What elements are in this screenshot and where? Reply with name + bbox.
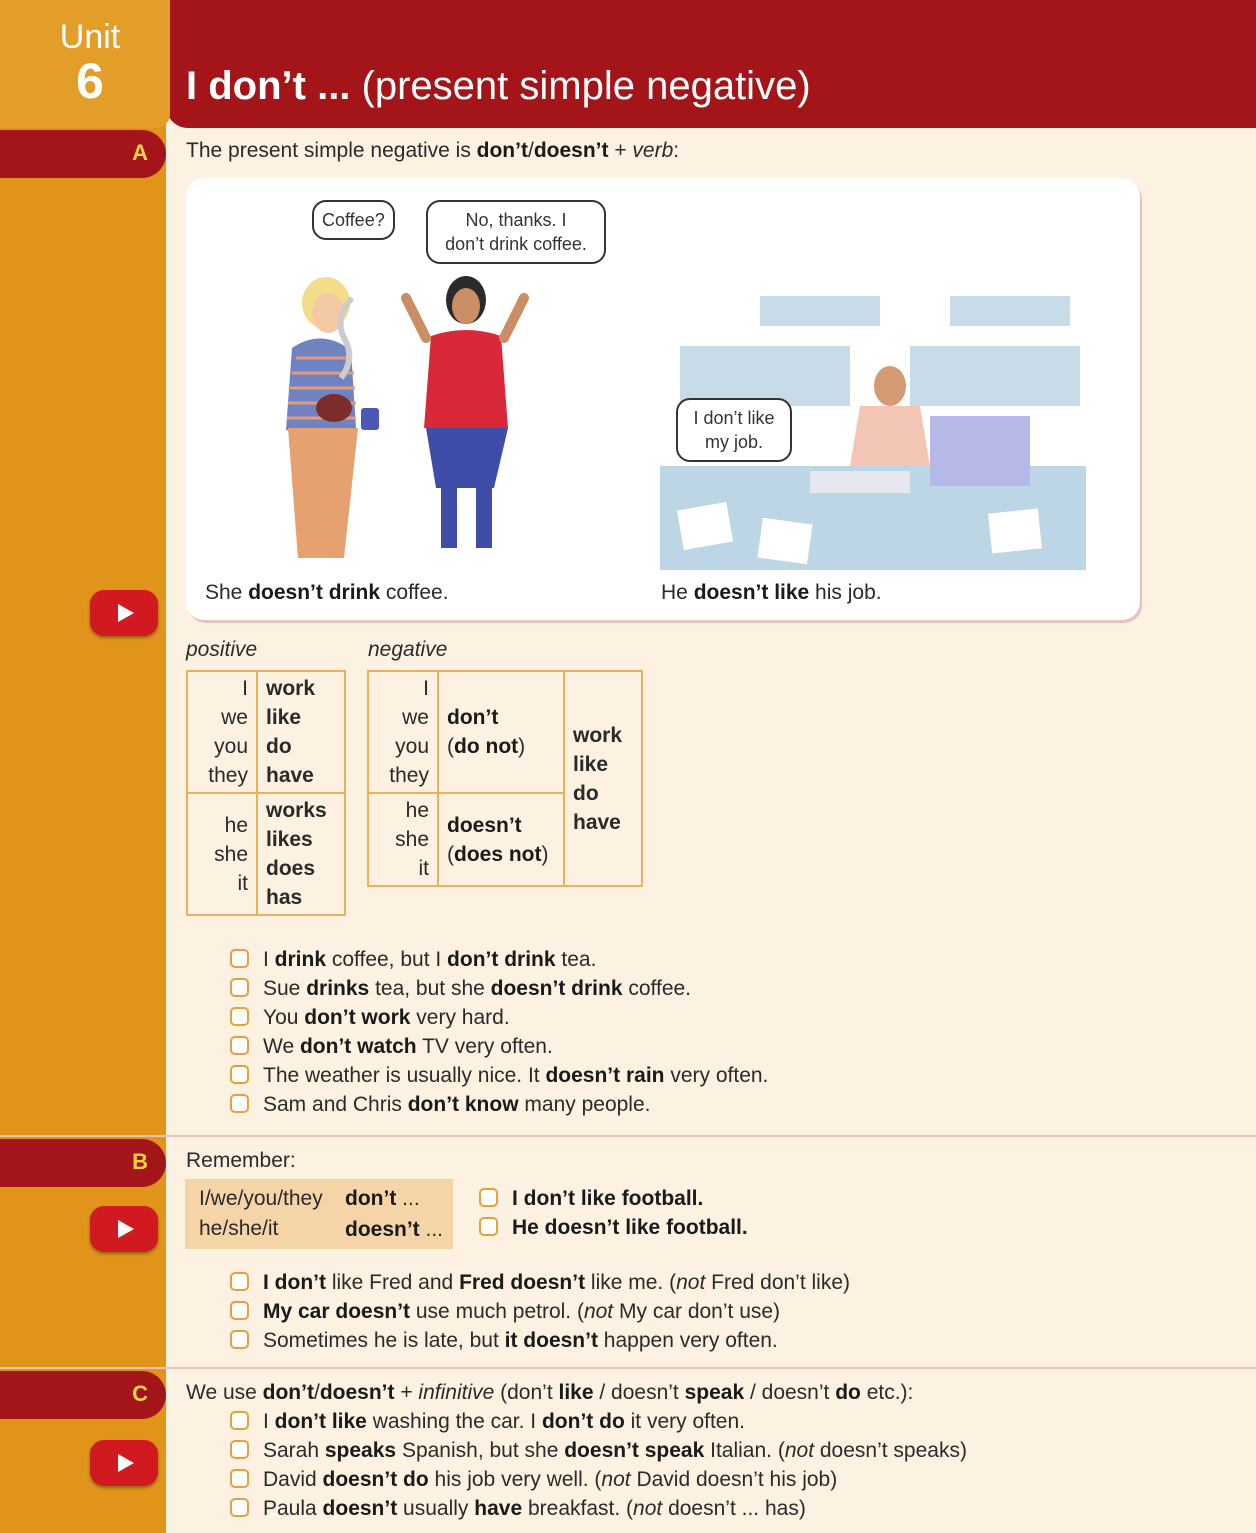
plain-text: Spanish, but she — [396, 1439, 565, 1462]
plain-text: Sarah — [263, 1439, 325, 1462]
plain-text: like Fred and — [325, 1271, 460, 1294]
bold-text: don’t drink — [447, 948, 556, 971]
intro-bold: doesn’t — [533, 139, 609, 162]
negative-table — [367, 670, 643, 887]
plain-text: + — [394, 1381, 419, 1404]
pronoun: it — [418, 857, 429, 880]
example-line — [230, 1035, 768, 1064]
plain-text: happen very often. — [597, 1329, 778, 1352]
example-line — [230, 977, 768, 1006]
example-line — [479, 1187, 748, 1216]
man-shirt — [850, 406, 930, 466]
mug — [361, 408, 379, 430]
verb: work — [573, 723, 623, 747]
section-tab-b — [0, 1139, 166, 1187]
remember-box — [185, 1179, 453, 1249]
italic-text: not — [601, 1468, 631, 1491]
bold-text: I don’t — [512, 1187, 575, 1210]
intro-text: / — [527, 139, 534, 162]
pronoun-cell — [187, 671, 257, 793]
dots: ... — [396, 1187, 420, 1210]
plain-text: / doesn’t — [593, 1381, 685, 1404]
blue-skirt — [426, 428, 508, 488]
plain-text: Sometimes he is late, but — [263, 1329, 505, 1352]
pronoun: you — [395, 735, 429, 758]
plain-text: Sue — [263, 977, 307, 1000]
verb: works — [266, 799, 327, 822]
plain-text: it very often. — [624, 1410, 745, 1433]
bold-text: doesn’t do — [322, 1468, 429, 1491]
checkbox-icon[interactable] — [230, 1498, 249, 1517]
caption-text: He — [661, 581, 694, 604]
bold-text: drinks — [306, 977, 370, 1000]
bold-text: don’t — [262, 1381, 314, 1404]
section-divider — [0, 1135, 1256, 1137]
aux-full: does not — [454, 842, 542, 866]
pronoun: you — [214, 735, 248, 758]
verb: like — [573, 752, 609, 776]
verb: like — [266, 706, 302, 729]
video-play-button-c[interactable] — [90, 1440, 158, 1486]
bubble-line: my job. — [704, 432, 764, 452]
plain-text: David doesn’t his job) — [630, 1468, 838, 1491]
bold-text: it doesn’t — [504, 1329, 598, 1352]
skirt — [288, 428, 358, 558]
section-a-examples — [230, 948, 768, 1122]
pronoun: she — [395, 828, 429, 851]
example-line — [479, 1216, 748, 1245]
plain-text: Sam and Chris — [263, 1093, 408, 1116]
bold-text: drink — [274, 948, 327, 971]
plain-text: My car don’t use) — [613, 1300, 781, 1323]
bold-text: don’t like — [274, 1410, 367, 1433]
bold-text: don’t watch — [299, 1035, 417, 1058]
checkbox-icon[interactable] — [230, 1330, 249, 1349]
plain-text: many people. — [518, 1093, 651, 1116]
checkbox-icon[interactable] — [230, 949, 249, 968]
caption-bold: doesn’t like — [693, 581, 810, 604]
checkbox-icon[interactable] — [230, 1272, 249, 1291]
pronoun: we — [402, 706, 429, 729]
man-head — [874, 366, 906, 406]
example-line — [230, 1329, 850, 1358]
remember-subject: I/we/you/they — [199, 1187, 323, 1210]
verb: likes — [266, 828, 313, 851]
italic-text: not — [676, 1271, 706, 1294]
aux-cell — [438, 671, 564, 793]
caption-text: She — [205, 581, 249, 604]
example-line — [230, 1064, 768, 1093]
italic-text: not — [633, 1497, 663, 1520]
remember-aux — [345, 1218, 443, 1242]
aux-short: don’t — [447, 706, 499, 729]
pronoun-cell — [368, 671, 438, 793]
unit-number: 6 — [76, 53, 104, 109]
section-b-intro: Remember: — [186, 1149, 296, 1172]
plain-text: We use — [186, 1381, 263, 1404]
intro-italic: verb — [632, 139, 674, 162]
section-letter-b: B — [132, 1149, 148, 1174]
bold-text: have — [474, 1497, 523, 1520]
checkbox-icon[interactable] — [230, 1094, 249, 1113]
verb: do — [573, 781, 599, 805]
intro-text: : — [673, 139, 680, 162]
caption-right — [661, 581, 882, 605]
paren: ) — [541, 842, 549, 866]
section-tab-a — [0, 130, 166, 178]
section-letter-c: C — [132, 1381, 148, 1406]
plain-text: coffee, but I — [326, 948, 448, 971]
bold-text: doesn’t speak — [564, 1439, 705, 1462]
bold-text: doesn’t drink — [490, 977, 623, 1000]
section-c-examples — [230, 1410, 967, 1526]
plain-text: You — [263, 1006, 305, 1029]
desk — [680, 346, 850, 406]
remember-subject: he/she/it — [199, 1217, 279, 1240]
aux-full: do not — [454, 735, 519, 758]
section-c-intro — [186, 1381, 913, 1410]
aux-short: doesn’t — [447, 813, 522, 837]
italic-text: not — [784, 1439, 815, 1462]
leg — [441, 488, 457, 548]
plain-text: very often. — [664, 1064, 769, 1087]
unit-label: Unit — [59, 18, 121, 56]
plain-text: doesn’t ... has) — [662, 1497, 806, 1520]
bold-text: don’t work — [304, 1006, 411, 1029]
plain-text: doesn’t speaks) — [814, 1439, 967, 1462]
pronoun: we — [221, 706, 248, 729]
verb: have — [573, 810, 621, 834]
plain-text: his job very well. ( — [428, 1468, 602, 1491]
paren: ( — [447, 842, 454, 866]
bold-text: doesn’t rain — [545, 1064, 665, 1087]
desk — [910, 346, 1080, 406]
plain-text: etc.): — [860, 1381, 914, 1404]
remember-aux — [345, 1187, 420, 1211]
bold-text: do — [835, 1381, 861, 1404]
bold-text: don’t know — [407, 1093, 519, 1116]
bold-text: I don’t — [263, 1271, 326, 1294]
section-divider — [0, 1367, 1256, 1369]
pronoun: he — [405, 799, 429, 822]
sidebar — [0, 0, 166, 1533]
paper — [677, 502, 733, 550]
verb-cell — [564, 671, 642, 886]
plain-text: tea. — [555, 948, 597, 971]
bubble-coffee: Coffee? — [312, 200, 395, 240]
paren: ( — [447, 735, 454, 758]
positive-table — [186, 670, 346, 916]
plain-text: TV very often. — [416, 1035, 553, 1058]
illustration-panel — [186, 178, 1140, 620]
plain-text: We — [263, 1035, 300, 1058]
pronoun: I — [423, 677, 429, 700]
pronoun: they — [208, 764, 248, 787]
paren: ) — [518, 735, 526, 758]
remember-examples — [479, 1187, 748, 1245]
title-bold: I don’t ... — [186, 64, 351, 108]
plain-text: / doesn’t — [744, 1381, 836, 1404]
desk — [760, 296, 880, 326]
checkbox-icon[interactable] — [230, 1036, 249, 1055]
example-line — [230, 1300, 850, 1329]
checkbox-icon[interactable] — [230, 1411, 249, 1430]
plain-text: usually — [397, 1497, 475, 1520]
checkbox-icon[interactable] — [479, 1217, 498, 1236]
desk — [950, 296, 1070, 326]
face — [452, 288, 480, 324]
plain-text: use much petrol. ( — [410, 1300, 584, 1323]
example-line — [230, 1497, 967, 1526]
bold-text: Fred doesn’t — [459, 1271, 586, 1294]
example-line — [230, 1271, 850, 1300]
plain-text: coffee. — [622, 977, 692, 1000]
verb: do — [266, 735, 292, 758]
intro-bold: don’t — [476, 139, 528, 162]
video-play-button-a[interactable] — [90, 590, 158, 636]
checkbox-icon[interactable] — [230, 1301, 249, 1320]
caption-text: coffee. — [380, 581, 449, 604]
red-top — [424, 330, 508, 428]
example-line — [230, 1468, 967, 1497]
bold-text: don’t do — [541, 1410, 625, 1433]
plain-text: I — [263, 948, 275, 971]
paper — [757, 518, 812, 565]
example-line — [230, 1439, 967, 1468]
section-tab-c — [0, 1371, 166, 1419]
plain-text: breakfast. ( — [522, 1497, 634, 1520]
checkbox-icon[interactable] — [230, 1440, 249, 1459]
pronoun-cell — [187, 793, 257, 915]
bold-text: like football. — [625, 1216, 748, 1239]
label-negative: negative — [368, 638, 448, 661]
verb-cell — [257, 793, 345, 915]
verb: does — [266, 857, 316, 880]
bold-text: speak — [684, 1381, 745, 1404]
plain-text: Fred don’t like) — [705, 1271, 851, 1294]
pronoun: they — [389, 764, 429, 787]
title-rest: (present simple negative) — [350, 64, 811, 108]
pronoun: I — [242, 677, 248, 700]
section-letter-a: A — [132, 140, 148, 165]
paper — [988, 508, 1042, 553]
pronoun: she — [214, 842, 248, 866]
verb: have — [266, 764, 314, 787]
plain-text: very hard. — [410, 1006, 510, 1029]
checkbox-icon[interactable] — [230, 1007, 249, 1026]
plain-text: tea, but she — [369, 977, 491, 1000]
checkbox-icon[interactable] — [230, 1469, 249, 1488]
label-positive: positive — [186, 638, 258, 661]
bold-text: doesn’t — [319, 1381, 395, 1404]
example-line — [230, 1093, 768, 1122]
intro-text: + — [608, 139, 633, 162]
pronoun-cell — [368, 793, 438, 886]
computer-monitor — [930, 416, 1030, 486]
caption-bold: doesn’t drink — [248, 581, 381, 604]
plain-text: I — [263, 1410, 275, 1433]
italic-text: not — [583, 1300, 614, 1323]
verb: has — [266, 886, 303, 909]
checkbox-icon[interactable] — [479, 1188, 498, 1207]
pronoun: he — [224, 813, 248, 837]
example-line — [230, 1410, 967, 1439]
example-line — [230, 948, 768, 977]
bold-text: like football. — [580, 1187, 704, 1210]
bold-text: speaks — [324, 1439, 397, 1462]
checkbox-icon[interactable] — [230, 978, 249, 997]
bold-text: like — [558, 1381, 594, 1404]
aux-bold: don’t — [345, 1187, 397, 1210]
pronoun: it — [237, 871, 248, 895]
checkbox-icon[interactable] — [230, 1065, 249, 1084]
caption-text: his job. — [809, 581, 882, 604]
aux-cell — [438, 793, 564, 886]
plain-text: washing the car. I — [366, 1410, 542, 1433]
intro-text: The present simple negative is — [186, 139, 477, 162]
section-b-examples — [230, 1271, 850, 1358]
plain-text: / — [313, 1381, 320, 1404]
bubble-line: don’t drink coffee. — [445, 234, 587, 254]
bubble-job — [676, 398, 792, 462]
section-a-intro — [186, 139, 679, 163]
plain-text: The weather is usually nice. It — [263, 1064, 546, 1087]
keyboard — [810, 471, 910, 493]
plain-text: like me. ( — [585, 1271, 677, 1294]
leg — [476, 488, 492, 548]
example-line — [230, 1006, 768, 1035]
aux-bold: doesn’t — [345, 1218, 420, 1241]
bold-text: My car doesn’t — [263, 1300, 411, 1323]
coffee-pot — [316, 394, 352, 422]
bold-text: He doesn’t — [512, 1216, 620, 1239]
page-title — [186, 64, 811, 109]
verb: work — [266, 677, 316, 700]
bubble-line: No, thanks. I — [465, 210, 567, 230]
plain-text: Paula — [263, 1497, 323, 1520]
italic-text: infinitive — [418, 1381, 495, 1404]
video-play-button-b[interactable] — [90, 1206, 158, 1252]
bubble-no-thanks — [426, 200, 606, 264]
bold-text: doesn’t — [322, 1497, 398, 1520]
caption-left — [205, 581, 449, 605]
plain-text: (don’t — [494, 1381, 559, 1404]
plain-text: David — [263, 1468, 323, 1491]
coffee-illustration — [226, 258, 546, 558]
plain-text: Italian. ( — [704, 1439, 785, 1462]
bubble-line: I don’t like — [693, 408, 775, 428]
verb-cell — [257, 671, 345, 793]
dots: ... — [419, 1218, 444, 1241]
